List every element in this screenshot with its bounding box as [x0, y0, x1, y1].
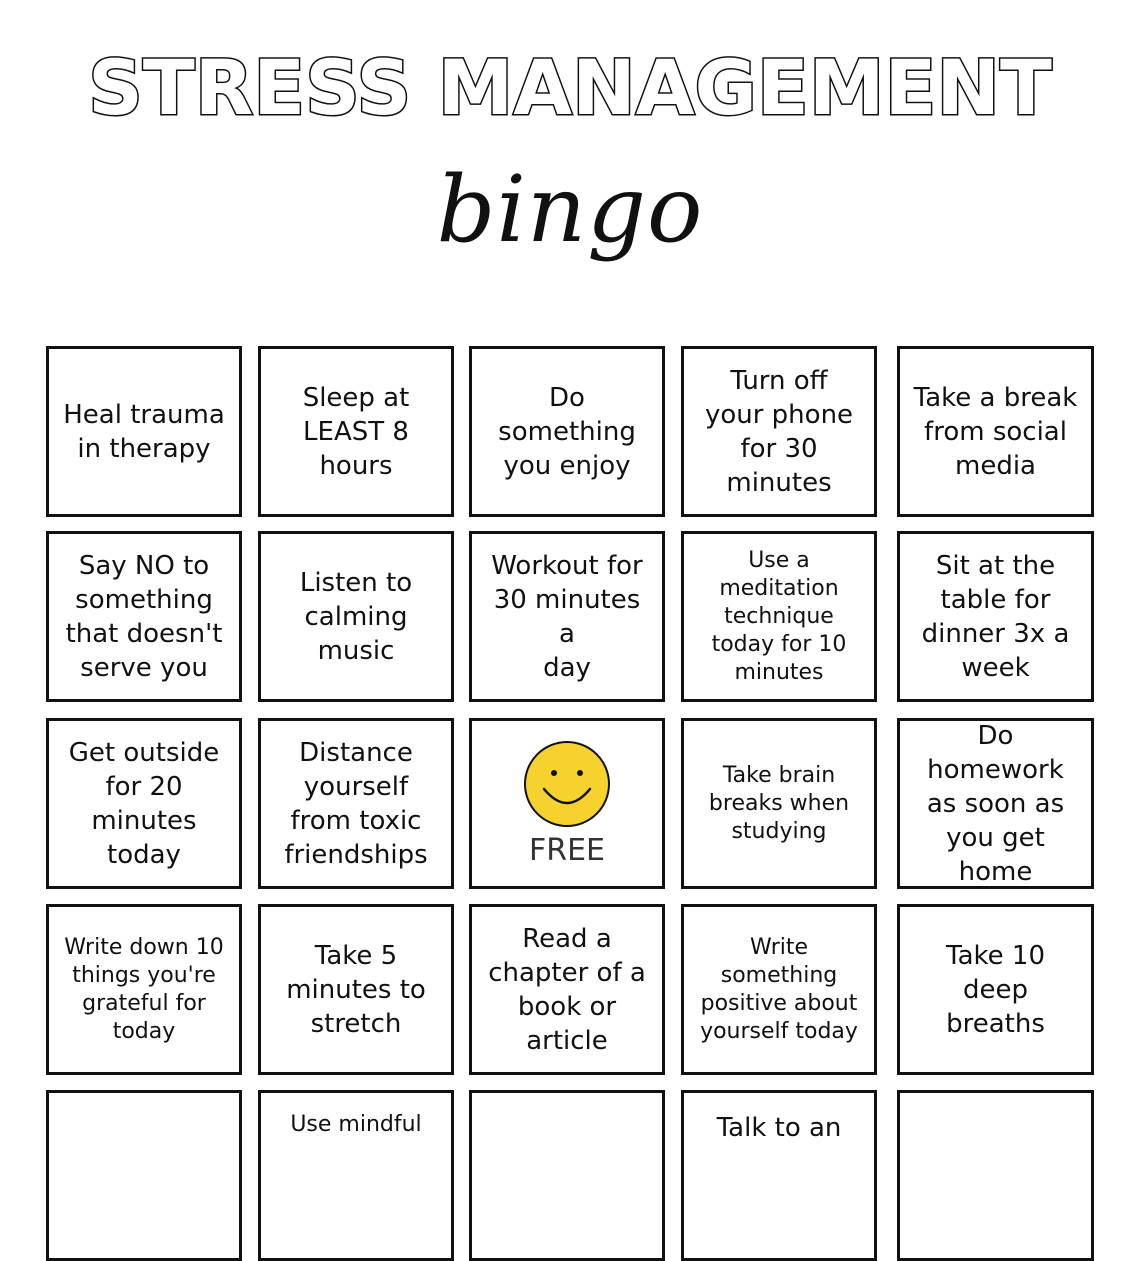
bingo-cell[interactable] — [469, 346, 665, 517]
bingo-cell[interactable] — [681, 718, 877, 889]
cell-text: Do something you enjoy — [498, 382, 636, 481]
cell-text: Say NO to something that doesn't serve you — [65, 550, 223, 683]
cell-text: Do homework as soon as you get home — [926, 720, 1065, 887]
bingo-cell[interactable] — [469, 1090, 665, 1261]
page-title — [0, 36, 1140, 136]
bingo-cell[interactable] — [469, 904, 665, 1075]
cell-text: Talk to an — [716, 1113, 842, 1143]
cell-text: Take a break from social media — [913, 382, 1078, 481]
cell-text: Use mindful — [290, 1112, 422, 1137]
cell-text: Write something positive about yourself today — [700, 934, 858, 1044]
cell-text: Take 5 minutes to stretch — [286, 940, 426, 1039]
cell-text: Take brain breaks when studying — [708, 762, 850, 844]
bingo-cell[interactable] — [46, 346, 242, 517]
cell-text: Sit at the table for dinner 3x a week — [921, 550, 1070, 683]
cell-text: Get outside for 20 minutes today — [68, 737, 220, 870]
free-space — [522, 739, 612, 868]
bingo-cell[interactable] — [897, 346, 1094, 517]
cell-text: Use a meditation technique today for 10 minutes — [711, 547, 847, 685]
bingo-cell[interactable] — [46, 718, 242, 889]
cell-text: Listen to calming music — [299, 567, 413, 666]
cell-text: Heal trauma in therapy — [63, 399, 225, 464]
smiley-face-icon — [522, 739, 612, 829]
cell-text: Take 10 deep breaths — [946, 940, 1045, 1039]
bingo-cell[interactable] — [258, 531, 454, 702]
bingo-cell[interactable] — [258, 1090, 454, 1261]
cell-text: Write down 10 things you're grateful for today — [64, 934, 224, 1044]
free-label: FREE — [528, 833, 605, 868]
bingo-cell[interactable] — [258, 904, 454, 1075]
cell-text: Sleep at LEAST 8 hours — [302, 382, 410, 481]
bingo-cell[interactable] — [897, 904, 1094, 1075]
cell-text: Read a chapter of a book or article — [488, 923, 646, 1056]
title-text: STRESS MANAGEMENT — [88, 43, 1052, 132]
bingo-cell[interactable] — [46, 1090, 242, 1261]
bingo-cell[interactable] — [681, 531, 877, 702]
bingo-cell[interactable] — [681, 346, 877, 517]
free-space-cell[interactable] — [469, 718, 665, 889]
cell-text: Turn off your phone for 30 minutes — [704, 365, 854, 498]
bingo-cell[interactable] — [258, 346, 454, 517]
bingo-cell[interactable] — [897, 531, 1094, 702]
cell-text: Workout for 30 minutes a day — [491, 550, 643, 683]
bingo-cell[interactable] — [681, 904, 877, 1075]
subtitle: bingo — [436, 156, 704, 263]
bingo-cell[interactable] — [897, 718, 1094, 889]
bingo-cell[interactable] — [46, 531, 242, 702]
bingo-cell[interactable] — [469, 531, 665, 702]
bingo-cell[interactable] — [46, 904, 242, 1075]
bingo-cell[interactable] — [681, 1090, 877, 1261]
bingo-cell[interactable] — [897, 1090, 1094, 1261]
bingo-cell[interactable] — [258, 718, 454, 889]
cell-text: Distance yourself from toxic friendships — [284, 737, 428, 870]
